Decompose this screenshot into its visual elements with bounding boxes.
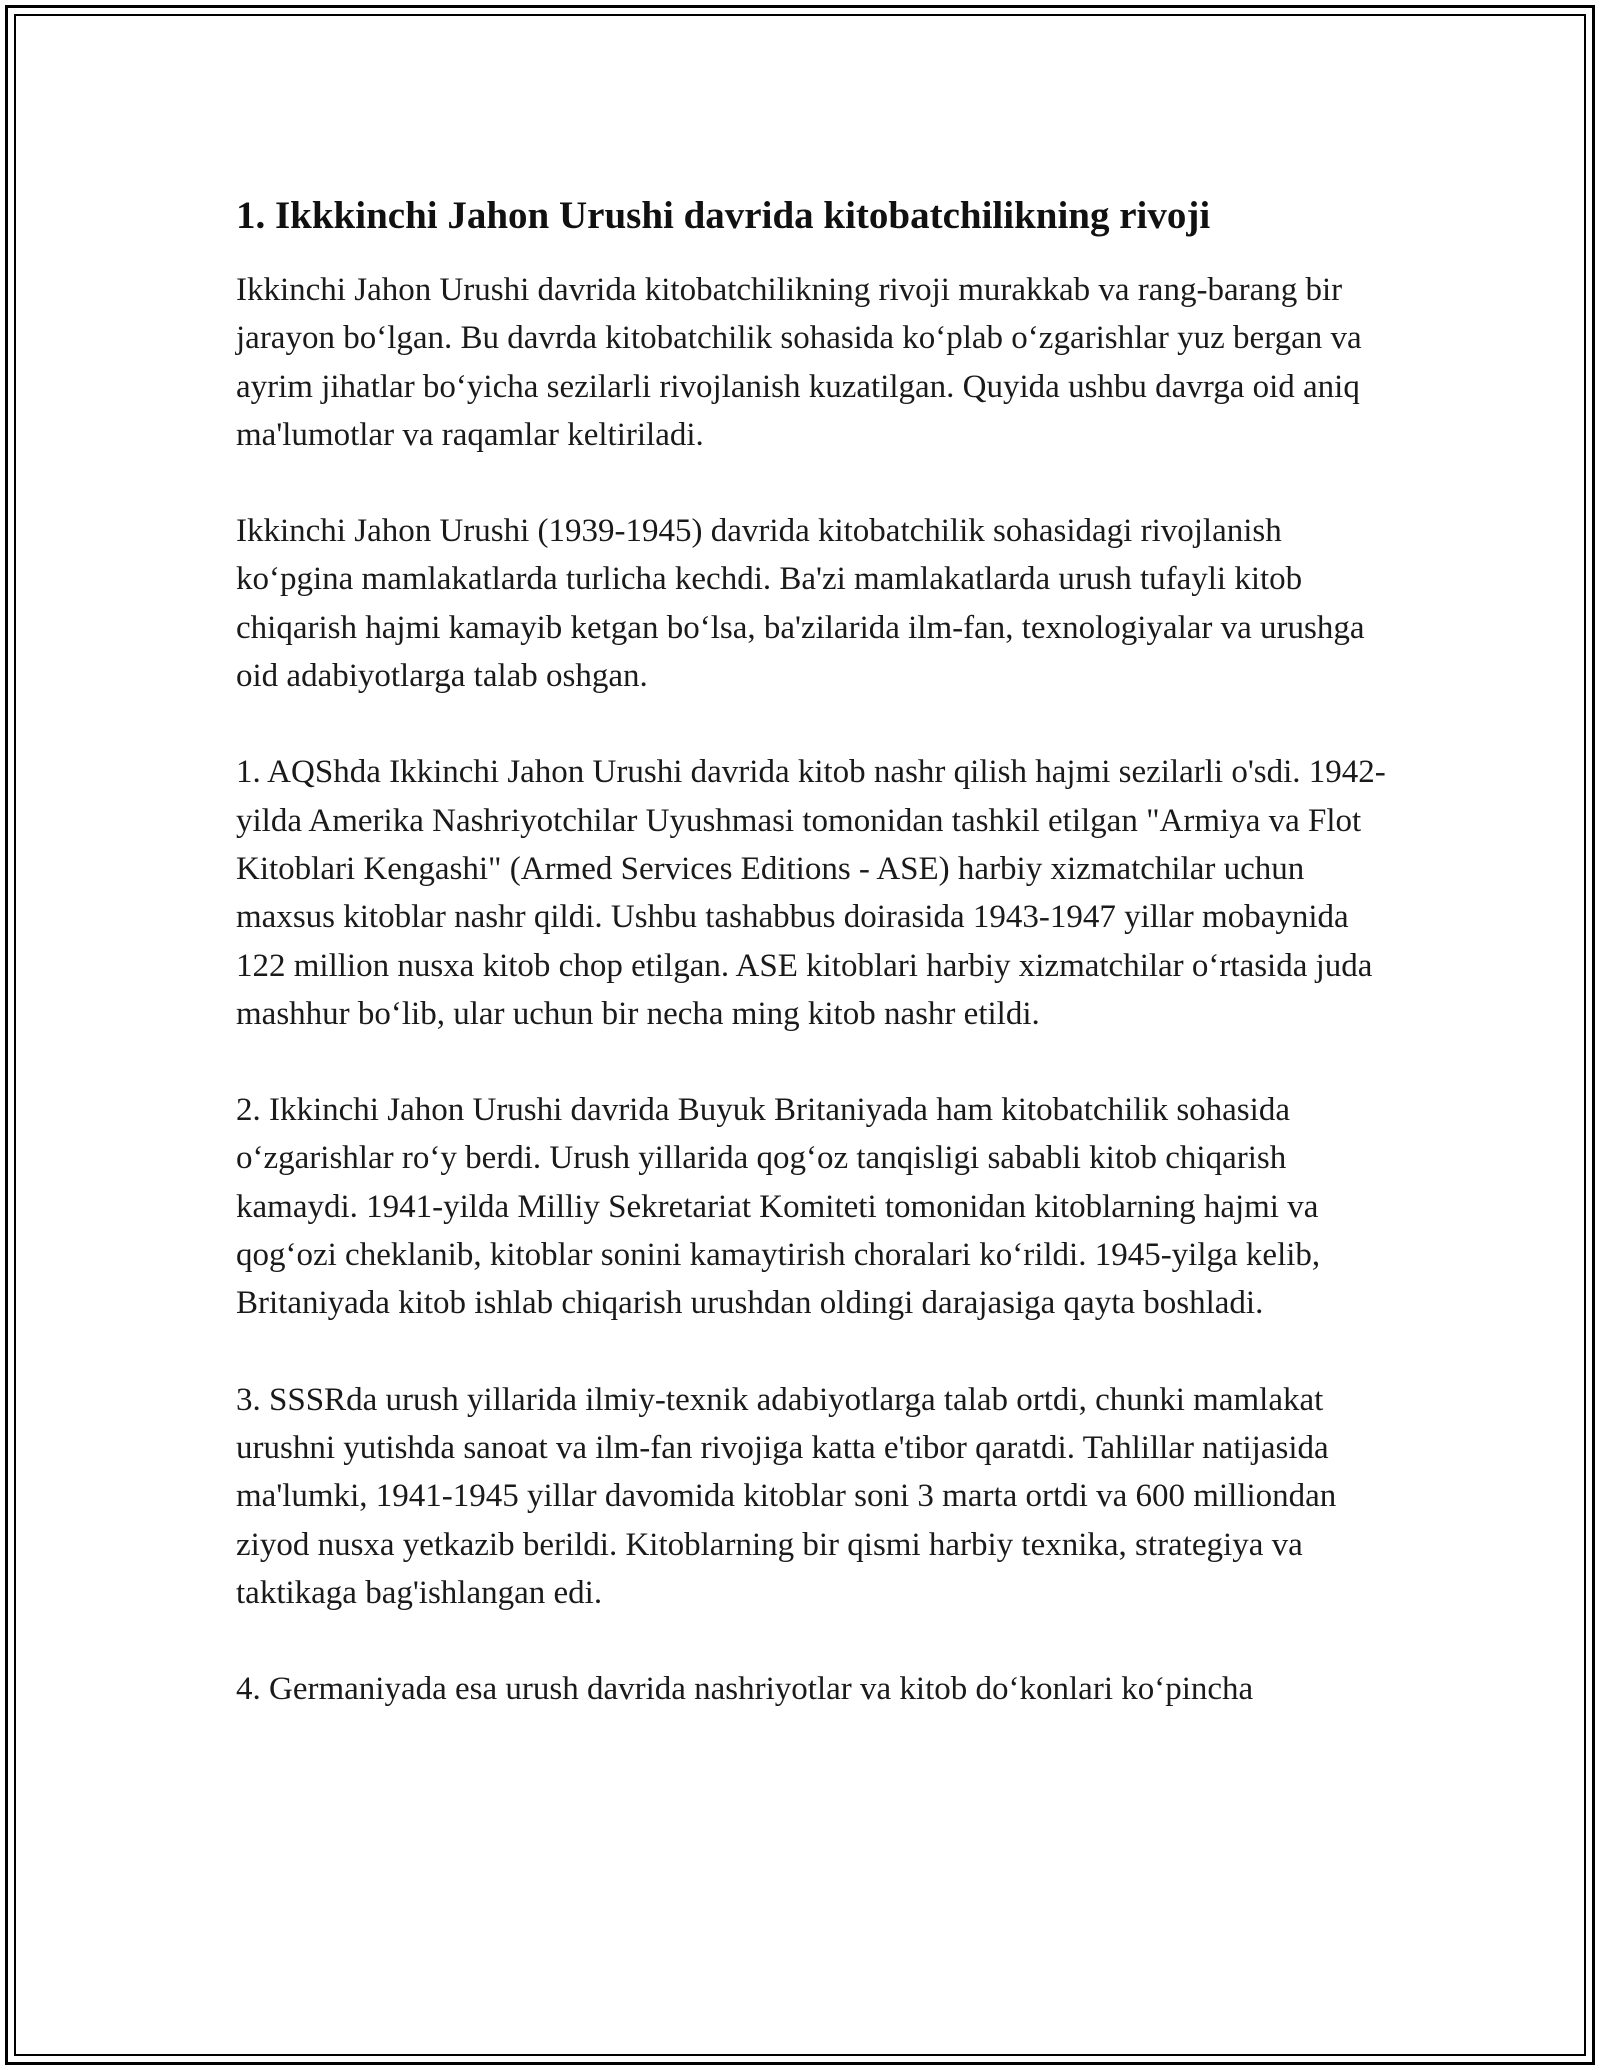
document-body [236, 188, 1396, 1713]
paragraph-usa: 1. AQShda Ikkinchi Jahon Urushi davrida kitob nashr qilish hajmi sezilarli o'sdi. 1942-yilda Amerika Nashriyotchilar Uyushmasi tomonidan tashkil etilgan "Armiya va Flot Kitoblari Kengashi" (Armed Services Editions - ASE) harbiy xizmatchilar uchun maxsus kitoblar nashr qildi. Ushbu tashabbus doirasida 1943-1947 yillar mobaynida 122 million nusxa kitob chop etilgan. ASE kitoblari harbiy xizmatchilar o‘rtasida juda mashhur bo‘lib, ular uchun bir necha ming kitob nashr etildi. [236, 754, 1386, 1032]
paragraph-overview: Ikkinchi Jahon Urushi (1939-1945) davrida kitobatchilik sohasidagi rivojlanish ko‘pgina mamlakatlarda turlicha kechdi. Ba'zi mamlakatlarda urush tufayli kitob chiqarish hajmi kamayib ketgan bo‘lsa, ba'zilarida ilm-fan, texnologiyalar va urushga oid adabiyotlarga talab oshgan. [236, 513, 1365, 695]
paragraph-britain: 2. Ikkinchi Jahon Urushi davrida Buyuk Britaniyada ham kitobatchilik sohasida o‘zgarishlar ro‘y berdi. Urush yillarida qog‘oz tanqisligi sababli kitob chiqarish kamaydi. 1941-yilda Milliy Sekretariat Komiteti tomonidan kitoblarning hajmi va qog‘ozi cheklanib, kitoblar sonini kamaytirish choralari ko‘rildi. 1945-yilga kelib, Britaniyada kitob ishlab chiqarish urushdan oldingi darajasiga qayta boshladi. [236, 1092, 1321, 1322]
paragraph-intro: Ikkinchi Jahon Urushi davrida kitobatchilikning rivoji murakkab va rang-barang bir jarayon bo‘lgan. Bu davrda kitobatchilik sohasida ko‘plab o‘zgarishlar yuz bergan va ayrim jihatlar bo‘yicha sezilarli rivojlanish kuzatilgan. Quyida ushbu davrga oid aniq ma'lumotlar va raqamlar keltiriladi. [236, 272, 1362, 453]
document-heading: 1. Ikkkinchi Jahon Urushi davrida kitobatchilikning rivoji [236, 194, 1211, 237]
paragraph-germany: 4. Germaniyada esa urush davrida nashriyotlar va kitob do‘konlari ko‘pincha [236, 1671, 1254, 1708]
paragraph-ussr: 3. SSSRda urush yillarida ilmiy-texnik adabiyotlarga talab ortdi, chunki mamlakat urushni yutishda sanoat va ilm-fan rivojiga katta e'tibor qaratdi. Tahlillar natijasida ma'lumki, 1941-1945 yillar davomida kitoblar soni 3 marta ortdi va 600 milliondan ziyod nusxa yetkazib berildi. Kitoblarning bir qismi harbiy texnika, strategiya va taktikaga bag'ishlangan edi. [236, 1381, 1337, 1611]
